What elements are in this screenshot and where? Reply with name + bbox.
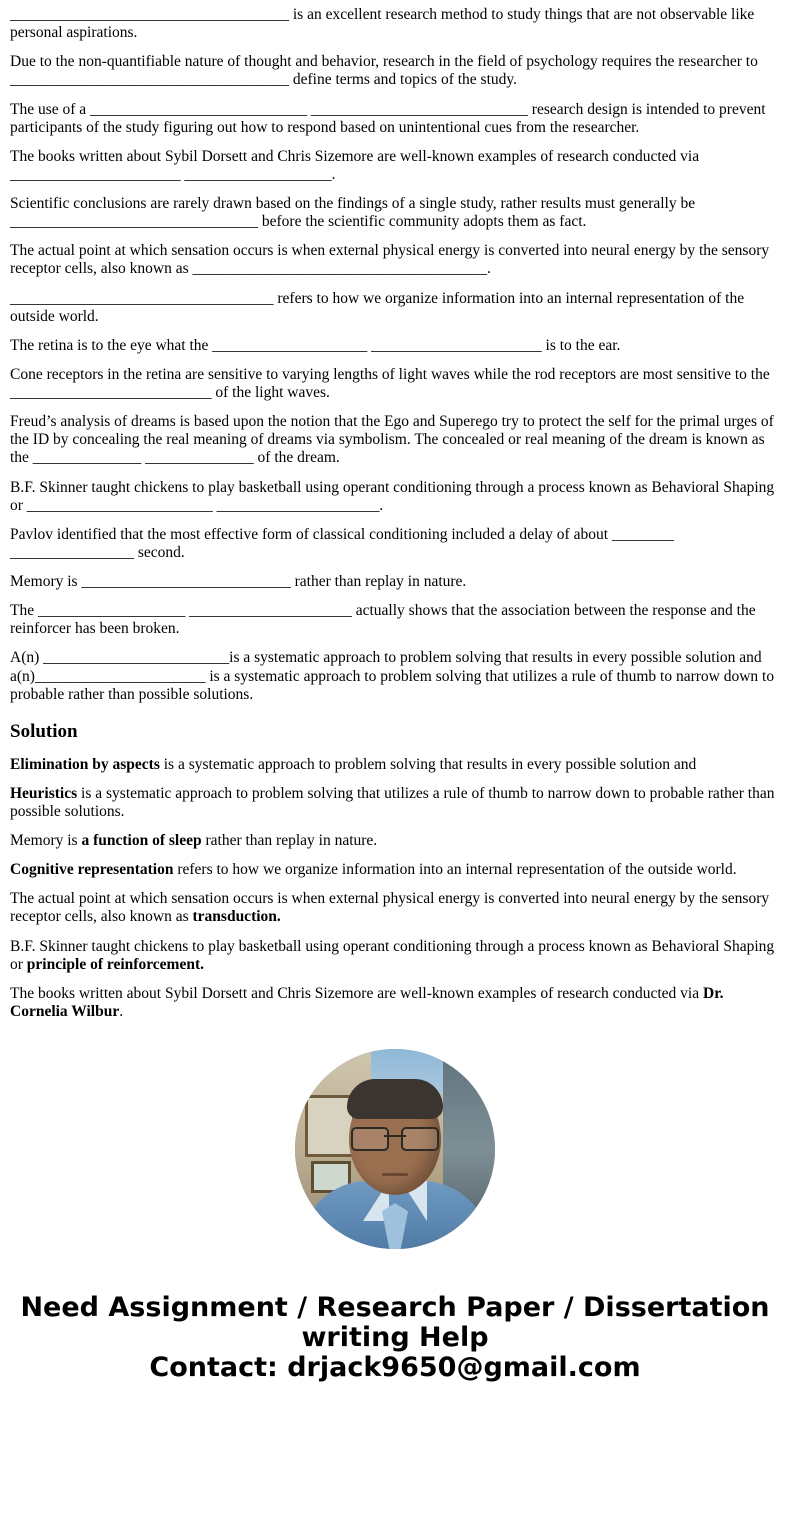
question-item: Memory is ___________________________ rather than replay in nature. — [10, 573, 467, 590]
avatar-container — [10, 1049, 780, 1249]
answer-term: Dr. Cornelia Wilbur — [10, 984, 724, 1020]
answer-text: is a systematic approach to problem solving that results in every possible solution and — [159, 755, 697, 773]
answer-text: is a systematic approach to problem solving that utilizes a rule of thumb to narrow down to probable rather than possible solutions. — [10, 784, 775, 820]
answer-term: principle of reinforcement. — [26, 955, 205, 973]
avatar-glasses-bridge — [384, 1135, 406, 1137]
cta-contact: Contact: drjack9650@gmail.com — [149, 1352, 641, 1384]
answer-text-pre: B.F. Skinner taught chickens to play basketball using operant conditioning through a process known as Behavioral Shaping or — [10, 937, 775, 973]
answer-term: Heuristics — [10, 784, 78, 802]
answer-text-post: rather than replay in nature. — [201, 832, 378, 850]
question-item: Pavlov identified that the most effective form of classical conditioning included a delay of about ________ ________________ second. — [10, 525, 674, 561]
question-item: B.F. Skinner taught chickens to play basketball using operant conditioning through a process known as Behavioral Shaping or ________________________ _____________________. — [10, 478, 775, 514]
question-item: A(n) ________________________is a systematic approach to problem solving that results in every possible solution and a(n)______________________ is a systematic approach to problem solving that utilizes a rule of thumb to narrow down to probable rather than possible solutions. — [10, 649, 775, 703]
answer-item — [10, 785, 780, 821]
question-item: The ___________________ _____________________ actually shows that the association between the response and the reinforcer has been broken. — [10, 602, 756, 638]
answer-text-pre: Memory is — [10, 832, 82, 850]
answer-text-pre: The actual point at which sensation occurs is when external physical energy is converted into neural energy by the sensory receptor cells, also known as — [10, 890, 770, 926]
cta-block — [10, 1293, 780, 1384]
question-item: Freud’s analysis of dreams is based upon the notion that the Ego and Superego try to protect the self for the primal urges of the ID by concealing the real meaning of dreams via symbolism. The concealed or real meaning of the dream is known as the ______________ ______________ of the dream. — [10, 413, 774, 467]
avatar-hair — [347, 1079, 443, 1119]
answer-term: Cognitive representation — [10, 861, 174, 879]
question-item: The actual point at which sensation occurs is when external physical energy is converted into neural energy by the sensory receptor cells, also known as ______________________________________. — [10, 242, 770, 278]
question-item: Due to the non-quantifiable nature of thought and behavior, research in the field of psychology requires the researcher to ____________________________________ define terms and topics of the study. — [10, 53, 758, 89]
answer-item — [10, 890, 780, 926]
answer-item — [10, 985, 780, 1021]
question-item: ____________________________________ is an excellent research method to study things that are not observable like personal aspirations. — [10, 6, 755, 42]
question-item: __________________________________ refers to how we organize information into an internal representation of the outside world. — [10, 289, 745, 325]
question-item: The books written about Sybil Dorsett and Chris Sizemore are well-known examples of research conducted via ______________________ ___________________. — [10, 147, 700, 183]
avatar-mouth — [382, 1173, 408, 1176]
cta-line-2: writing Help — [301, 1322, 489, 1354]
question-item: Scientific conclusions are rarely drawn based on the findings of a single study, rather results must generally be ________________________________ before the scientific community adopts them as fact. — [10, 195, 696, 231]
answer-text: refers to how we organize information into an internal representation of the outside world. — [173, 861, 737, 879]
answer-item — [10, 832, 780, 850]
answer-term: a function of sleep — [81, 832, 202, 850]
solution-heading: Solution — [10, 720, 78, 742]
question-item: The use of a ____________________________ ____________________________ research design is intended to prevent participants of the study figuring out how to respond based on unintentional cues from the researcher. — [10, 100, 766, 136]
question-item: Cone receptors in the retina are sensitive to varying lengths of light waves while the rod receptors are most sensitive to the __________________________ of the light waves. — [10, 365, 770, 401]
answer-text-pre: The books written about Sybil Dorsett and Chris Sizemore are well-known examples of research conducted via — [10, 984, 703, 1002]
avatar — [295, 1049, 495, 1249]
answer-item — [10, 861, 780, 879]
answer-term: Elimination by aspects — [10, 755, 160, 773]
glasses-icon — [347, 1127, 443, 1149]
answer-item — [10, 756, 780, 774]
cta-line-1: Need Assignment / Research Paper / Dissertation — [20, 1292, 770, 1324]
answer-text-post: . — [119, 1002, 124, 1020]
answer-item — [10, 938, 780, 974]
answer-term: transduction. — [192, 908, 281, 926]
question-item: The retina is to the eye what the ____________________ ______________________ is to the ear. — [10, 336, 621, 354]
